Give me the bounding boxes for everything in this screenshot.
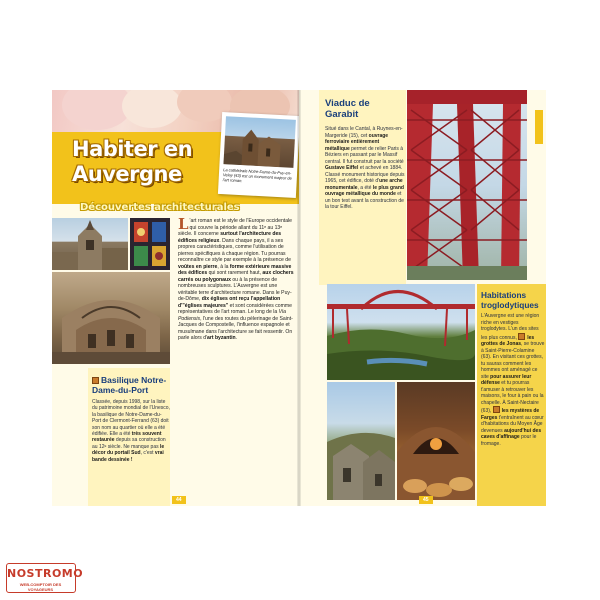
- art-text-7: , l'une des routes du pèlerinage de Saint-Jacques de Compostelle, l'influence espagnole et musulmane dans l'architecture se fait ressentir. On parle alors d': [178, 315, 293, 341]
- art-roman-text: [178, 215, 295, 342]
- viaduct-text-1: Situé dans le Cantal, à Ruynes-en-Margeride (15), cet: [325, 126, 403, 139]
- basilica-apse-photo: [52, 272, 170, 364]
- viaduct-text-4: , a été: [357, 184, 373, 191]
- polaroid-caption: La cathédrale Notre-Dame-du-Puy-en-Velay (43) est un monument majeur de l'art roman.: [222, 167, 292, 184]
- basilica-bold-3: vrai bande dessinée !: [92, 450, 164, 463]
- basilica-text-2: depuis sa construction au 12ᵉ siècle. Ne manque pas: [92, 437, 166, 450]
- art-text-5: ou à la présence de nombreuses sculptures. L'Auvergne est une véritable terre d'architecture romane. Dans le Puy-de-Dôme,: [178, 276, 292, 302]
- troglo-text-4: t'entraînent au cœur d'habitations du Moyen Âge devenues: [481, 414, 544, 434]
- basilica-text: [92, 399, 170, 463]
- troglodyte-village-photo: [327, 382, 395, 500]
- book-gutter: [297, 90, 301, 506]
- basilica-tower-photo: [52, 218, 128, 270]
- book-spread: [52, 90, 546, 506]
- art-text-1: 'art roman est le style de l'Europe occidentale qui couvre la période allant du 11ᵉ au 13ᵉ siècle. Il concerne: [178, 218, 293, 237]
- right-page: [299, 90, 546, 506]
- page-title: [72, 137, 202, 187]
- church-icon: [92, 377, 99, 384]
- basilica-text-3: , c'est: [140, 450, 155, 457]
- art-text-3: , à la: [217, 263, 230, 270]
- troglo-text-1: L'Auvergne est une région riche en vestiges troglodytes. L'un des sites les plus connus,: [481, 313, 540, 341]
- viaduct-landscape-photo: [327, 284, 475, 380]
- viaduct-text-2: permet de relier Paris à Béziers en passant par le Massif central. Il fut construit par la société: [325, 145, 404, 165]
- watermark-tagline: WEB-COMPTOIR DES VOYAGEURS: [19, 582, 62, 592]
- troglo-bold-2: pour assurer leur défense: [481, 373, 532, 386]
- viaduct-bold-3: une arche monumentale: [325, 178, 403, 191]
- basilica-title: [92, 375, 172, 395]
- nostromo-watermark: [6, 563, 84, 593]
- page-number-left: 44: [172, 496, 186, 504]
- art-bold-5: dix églises ont reçu l'appellation d'"églises majeures": [178, 296, 281, 309]
- viaduct-title: Viaduc de Garabit: [325, 98, 370, 120]
- troglo-text-2: , se trouve à Saint-Pierre-Colamine (63). En visitant ces grottes, tu sauras comment les hommes ont aménagé ce site: [481, 341, 545, 380]
- watermark-name: NOSTROMO: [7, 567, 84, 580]
- art-bold-3: forme extérieure massive des édifices: [178, 263, 292, 276]
- troglo-text-3: et tu pourras t'amuser à retrouver les maisons, le four à pain ou la chapelle. À Saint-Nectaire (63),: [481, 380, 544, 414]
- left-page: [52, 90, 299, 506]
- basilica-title-text: Basilique Notre-Dame-du-Port: [92, 375, 167, 395]
- drop-cap: L: [178, 215, 189, 233]
- viaduct-bold-4: le plus grand ouvrage métallique du monde: [325, 184, 404, 197]
- art-text-6: et sont considérées comme représentatives de l'art roman. Le long de la: [178, 302, 292, 315]
- cave-icon: [518, 333, 525, 340]
- troglo-text: [481, 313, 545, 447]
- art-bold-6: art byzantin: [207, 335, 236, 341]
- basilica-bold-2: le décor du portail Sud: [92, 443, 165, 457]
- title-line-1: Habiter en: [72, 137, 193, 161]
- art-bold-4: aux clochers carrés ou polygonaux: [178, 270, 294, 283]
- basilica-text-1: Classée, depuis 1998, sur la liste du patrimoine mondial de l'Unesco, la basilique de Notre-Dame-du-Port de Clermont-Ferrand (63) doit son nom au quartier où elle a été édifiée. Elle a été: [92, 399, 170, 438]
- polaroid-photo: [218, 112, 299, 198]
- viaduct-bold-2: Gustave Eiffel: [325, 165, 359, 171]
- viaduct-text: [325, 126, 405, 211]
- troglo-bold-1: les grottes de Jonas: [481, 334, 535, 347]
- viaduct-closeup-photo: [407, 90, 527, 280]
- cathedral-photo: [223, 116, 295, 168]
- troglo-title: Habitations troglodytiques: [481, 290, 539, 310]
- viaduct-text-5: et un bon test avant la construction de la tour Eiffel.: [325, 191, 404, 210]
- troglo-text-5: pour le fromage.: [481, 434, 537, 447]
- art-bold-2: voûtes en pierre: [178, 263, 218, 270]
- troglo-bold-4: aujourd'hui des caves d'affinage: [481, 427, 542, 440]
- side-tab: [535, 110, 543, 144]
- art-bold-1: surtout l'architecture des édifices religieux: [178, 231, 282, 244]
- title-line-2: Auvergne: [72, 162, 182, 186]
- art-italic-1: Via Podiensis: [178, 309, 286, 322]
- viaduct-text-3: et achevé en 1884. Classé monument historique depuis 1965, cet édifice, doté d': [325, 165, 405, 184]
- viaduct-bold-1: ouvrage ferroviaire entièrement métallique: [325, 132, 389, 152]
- art-text-8: .: [235, 335, 238, 341]
- mystery-icon: [493, 406, 500, 413]
- bread-oven-photo: [397, 382, 475, 500]
- basilica-bold-1: très souvent restaurée: [92, 431, 162, 444]
- stained-glass-photo: [130, 218, 170, 270]
- page-subtitle: Découvertes architecturales: [80, 202, 240, 213]
- art-text-4: qui sont rarement haut,: [207, 270, 263, 276]
- page-number-right: 45: [419, 496, 433, 504]
- troglo-bold-3: les mystères de Farges: [481, 408, 540, 421]
- art-text-2: . Dans chaque pays, il a ses propres caractéristiques, comme l'utilisation de pierres spécifiques à chaque région. Tu pourras reconnaître ce style par exemple à la présence de: [178, 237, 291, 263]
